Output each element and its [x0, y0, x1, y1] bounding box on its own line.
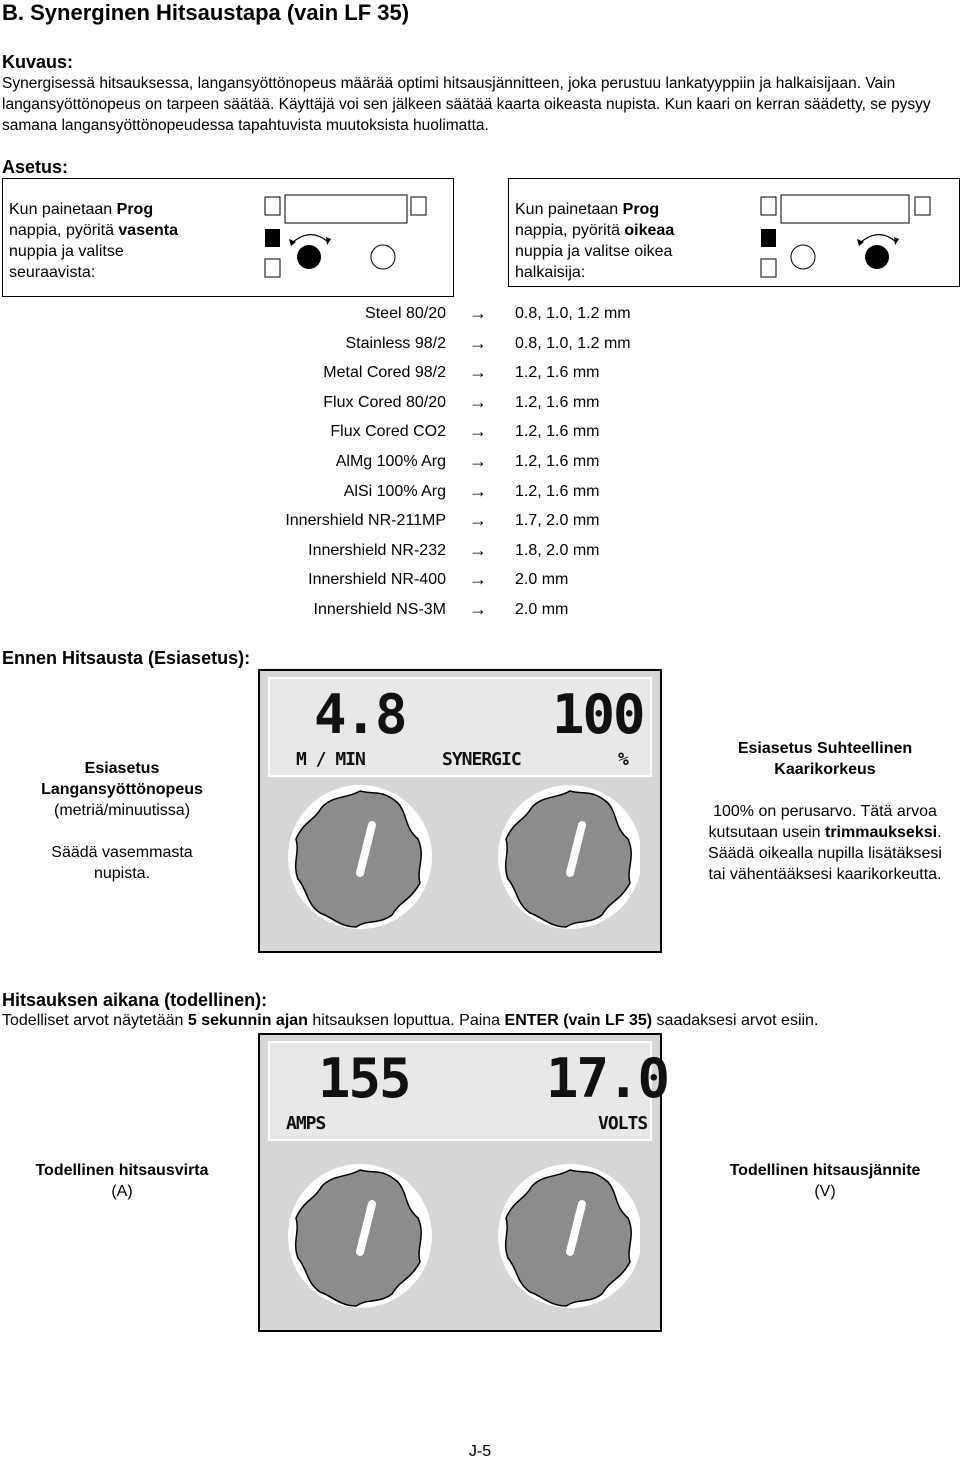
wire-speed-readout: 4.8	[314, 683, 406, 746]
prog-word: Prog	[622, 201, 660, 218]
wire-diameter: 1.2, 1.6 mm	[515, 483, 600, 500]
wire-type: Innershield NS-3M	[313, 601, 446, 618]
wire-diameter: 1.2, 1.6 mm	[515, 423, 600, 440]
preset-label: Ennen Hitsausta (Esiasetus):	[2, 648, 251, 668]
wire-type: Metal Cored 98/2	[323, 364, 446, 381]
arrow-right-icon: →	[469, 362, 487, 382]
panel-button	[761, 259, 776, 277]
wire-type: Innershield NR-400	[308, 571, 446, 588]
caption-unit: (A)	[111, 1183, 133, 1200]
arrow-right-icon: →	[469, 510, 487, 530]
preset-knobs	[280, 781, 640, 941]
text-run: nuppia ja valitse seuraavista:	[9, 243, 124, 281]
panel-display	[781, 195, 909, 223]
percent-unit: %	[618, 749, 628, 770]
wire-diameter: 2.0 mm	[515, 571, 569, 588]
text-run: nappia, pyöritä	[9, 222, 119, 239]
volts-unit: VOLTS	[598, 1113, 648, 1134]
text-run: nuppia ja valitse oikea halkaisija:	[515, 243, 673, 281]
preset-right-title: Esiasetus Suhteellinen Kaarikorkeus	[737, 740, 913, 778]
left-knob	[791, 245, 815, 269]
wire-diameter: 2.0 mm	[515, 601, 569, 618]
actual-display-panel	[258, 1033, 669, 1332]
text-run: . Säädä oikealla nupilla lisätäksesi tai vähentääksesi kaarikorkeutta.	[708, 824, 942, 883]
wire-diameter: 0.8, 1.0, 1.2 mm	[515, 305, 631, 322]
right-knob-icon	[498, 1164, 640, 1308]
wire-type: Flux Cored CO2	[330, 423, 446, 440]
text-run: Kun painetaan	[515, 201, 623, 218]
text-run: Todelliset arvot näytetään	[2, 1012, 188, 1029]
voltage-readout: 17.0	[546, 1047, 669, 1110]
arrow-right-icon: →	[469, 569, 487, 589]
wire-type: AlSi 100% Arg	[343, 483, 446, 500]
text-run: Kun painetaan	[9, 201, 117, 218]
kuvaus-text: Synergisessä hitsauksessa, langansyöttönopeus määrää optimi hitsausjännitteen, joka perustuu lankatyyppiin ja halkaisijaan. Vain langansyöttönopeus on tarpeen säätää. Käyttäjä voi sen jälkeen säätää kaarta oikeasta nupista. Kun kaari on kerran säädetty, se pysyy samana langansyöttönopeudessa tapahtuvista muutoksista huolimatta.	[2, 75, 931, 134]
actual-instructions	[2, 1012, 818, 1030]
arrow-right-icon: →	[469, 481, 487, 501]
kuvaus-label: Kuvaus:	[2, 52, 74, 72]
actual-left-caption	[12, 1160, 232, 1202]
setup-box-left	[2, 178, 454, 297]
duration-text: 5 sekunnin ajan	[187, 1012, 308, 1029]
actual-right-caption	[700, 1160, 950, 1202]
rotate-arrow-icon	[859, 235, 895, 244]
arrow-right-icon: →	[469, 540, 487, 560]
actual-knobs	[280, 1160, 640, 1320]
wire-type: Steel 80/20	[365, 305, 446, 322]
wire-diameter: 1.7, 2.0 mm	[515, 512, 600, 529]
preset-left-hint: Säädä vasemmasta nupista.	[51, 844, 193, 882]
panel-display	[285, 195, 407, 223]
wire-diameter: 0.8, 1.0, 1.2 mm	[515, 335, 631, 352]
arrowhead-icon	[857, 237, 899, 246]
left-knob-active	[297, 245, 321, 269]
panel-button	[411, 197, 426, 215]
wire-type: AlMg 100% Arg	[335, 453, 446, 470]
knob-word: vasenta	[118, 222, 178, 239]
caption-title: Todellinen hitsausjännite	[729, 1162, 921, 1179]
prog-button-pressed	[265, 229, 280, 247]
control-panel-left-diagram	[259, 189, 447, 287]
prog-button-pressed	[761, 229, 776, 247]
wire-type: Innershield NR-211MP	[285, 512, 446, 529]
synergic-indicator: SYNERGIC	[442, 749, 521, 770]
actual-lcd	[268, 1041, 669, 1141]
preset-display-panel	[258, 669, 662, 953]
text-run: saadaksesi arvot esiin.	[652, 1012, 819, 1029]
arrow-right-icon: →	[469, 333, 487, 353]
arrowhead-icon	[289, 237, 331, 246]
panel-button	[265, 259, 280, 277]
text-run: nappia, pyöritä	[515, 222, 625, 239]
arrow-right-icon: →	[469, 303, 487, 323]
preset-right-text	[700, 738, 950, 885]
wire-type: Innershield NR-232	[308, 542, 446, 559]
right-knob-icon	[498, 785, 640, 929]
wire-diameter: 1.2, 1.6 mm	[515, 453, 600, 470]
panel-button	[265, 197, 280, 215]
wire-diameter: 1.2, 1.6 mm	[515, 394, 600, 411]
panel-button	[915, 197, 930, 215]
right-knob	[371, 245, 395, 269]
arc-trim-readout: 100	[552, 683, 644, 746]
prog-word: Prog	[116, 201, 154, 218]
caption-title: Todellinen hitsausvirta	[35, 1162, 209, 1179]
right-knob-active	[865, 245, 889, 269]
arrow-right-icon: →	[469, 599, 487, 619]
arrow-right-icon: →	[469, 451, 487, 471]
asetus-label: Asetus:	[2, 157, 69, 177]
actual-label: Hitsauksen aikana (todellinen):	[2, 990, 268, 1010]
caption-unit: (V)	[814, 1183, 836, 1200]
setup-right-text	[515, 199, 715, 283]
current-readout: 155	[318, 1047, 410, 1110]
knob-word: oikeaa	[624, 222, 675, 239]
setup-box-right	[508, 178, 960, 287]
trim-word: trimmaukseksi	[825, 824, 938, 841]
arrow-right-icon: →	[469, 392, 487, 412]
wire-diameter: 1.2, 1.6 mm	[515, 364, 600, 381]
text-run: hitsauksen loputtua. Paina	[307, 1012, 505, 1029]
preset-left-text	[28, 758, 216, 884]
left-knob-icon	[288, 1164, 432, 1308]
preset-left-unit: (metriä/minuutissa)	[53, 802, 191, 819]
page-title: B. Synerginen Hitsaustapa (vain LF 35)	[2, 0, 410, 25]
control-panel-right-diagram	[755, 189, 955, 287]
wire-diameter: 1.8, 2.0 mm	[515, 542, 600, 559]
rotate-arrow-icon	[291, 235, 327, 244]
wire-type: Stainless 98/2	[345, 335, 446, 352]
left-knob-icon	[288, 785, 432, 929]
wire-speed-unit: M / MIN	[296, 749, 365, 770]
setup-left-text	[9, 199, 209, 283]
preset-lcd	[268, 677, 652, 777]
page-number: J-5	[468, 1443, 492, 1460]
text-run: 100% on perusarvo. Tätä arvoa kutsutaan usein	[708, 803, 937, 841]
amps-unit: AMPS	[286, 1113, 326, 1134]
preset-left-title: Esiasetus Langansyöttönopeus	[41, 760, 203, 798]
arrow-right-icon: →	[469, 421, 487, 441]
enter-key-text: ENTER (vain LF 35)	[504, 1012, 653, 1029]
panel-button	[761, 197, 776, 215]
wire-type: Flux Cored 80/20	[323, 394, 446, 411]
